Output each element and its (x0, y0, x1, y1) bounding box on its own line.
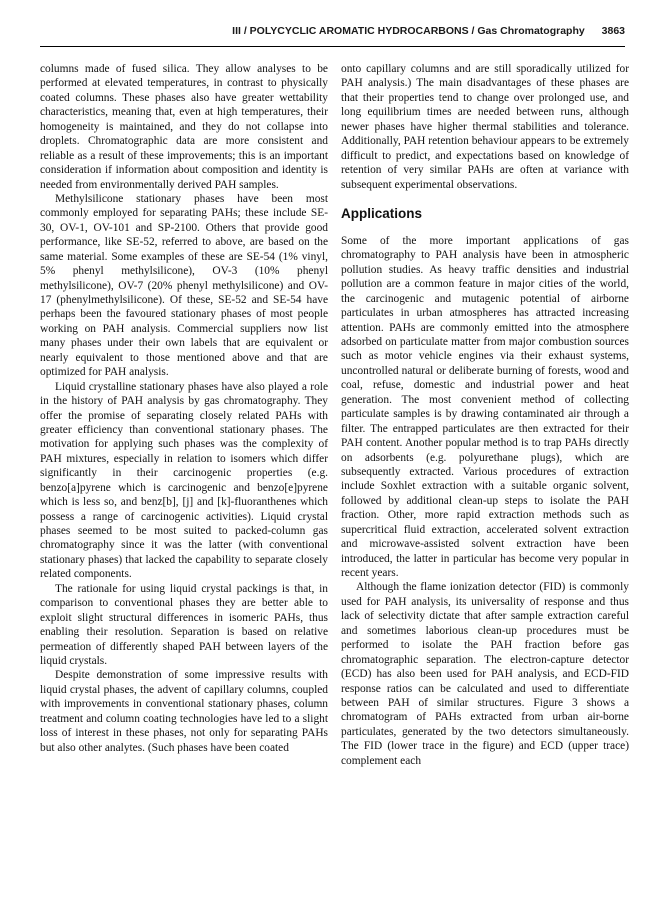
header-rule (40, 46, 625, 47)
paragraph: Although the flame ionization detector (FID) is commonly used for PAH analysis, its universality of response and thus lack of selectivity dictate that after sample extraction careful and sometimes laborious clean-up procedures must be performed to isolate the PAH fraction before gas chromatographic separation. The electron-capture detector (ECD) has also been used for PAH analysis, and ECD-FID response ratios can be calculated and used to differentiate between PAH of similar structures. Figure 3 shows a chromatogram of PAHs extracted from urban air-borne particulates, generated by the two detectors simultaneously. The FID (lower trace in the figure) and ECD (upper trace) complement each (341, 581, 629, 767)
right-column (341, 62, 629, 768)
paragraph: onto capillary columns and are still sporadically utilized for PAH analysis.) The main disadvantages of these phases are that their properties tend to change over prolonged use, and long equilibrium times are needed between runs, although newer phases have higher thermal stabilities and tolerance. Additionally, PAH retention behaviour appears to be extremely difficult to predict, and expectations based on knowledge of retention of very similar PAHs are often at variance with subsequent experimental observations. (341, 63, 629, 191)
paragraph: Liquid crystalline stationary phases have also played a role in the history of PAH analysis by gas chromatography. They offer the promise of separating closely related PAHs with greater efficiency than conventional stationary phases. The motivation for applying such phases was the complexity of PAH mixtures, especially in relation to isomers which differ significantly in their carcinogenic properties (e.g. benzo[a]pyrene which is carcinogenic and benzo[e]pyrene which is less so, and benz[b], [j] and [k]-fluoranthenes which possess a range of carcinogenic activities). Liquid crystal phases seemed to be most suited to packed-column gas chromatography since it was the latter (with conventional stationary phases) that lacked the capability to separate closely related components. (40, 380, 328, 581)
paragraph: Despite demonstration of some impressive results with liquid crystal phases, the advent of capillary columns, coupled with improvements in conventional stationary phases, column treatment and column coating technologies have led to a slight loss of interest in these phases, not only for separating PAHs but also other analytes. (Such phases have been coated (40, 669, 328, 754)
paragraph: Methylsilicone stationary phases have been most commonly employed for separating PAHs; these include SE-30, OV-1, OV-101 and SP-2100. Others that provide good performance, like SE-52, referred to above, are based on the same material. Some examples of these are SE-54 (1% vinyl, 5% phenyl methylsilicone), OV-3 (10% phenyl methylsilicone), OV-7 (20% phenyl methylsilicone) and OV-17 (phenylmethylsilicone). Of these, SE-52 and SE-54 have perhaps been the favoured stationary phases of most people working on PAH analysis. Commercial suppliers now list many phases under their own labels that are equivalent or nearly equivalent to those mentioned above and that are optimized for PAH analysis. (40, 192, 328, 379)
running-title: III / POLYCYCLIC AROMATIC HYDROCARBONS / Gas Chromatography (232, 25, 585, 37)
page-number: 3863 (601, 25, 625, 37)
paragraph: columns made of fused silica. They allow analyses to be performed at elevated temperatures, in contrast to physically coated columns. These phases also have greater wettability characteristics, meaning that, even at high temperatures, their homogeneity is maintained, and they do not collapse into droplets. Chromatographic data are more consistent and reliable as a result of these improvements; this is an important consideration if information about composition and identity is needed from environmentally derived PAH samples. (40, 63, 328, 191)
running-header (40, 25, 625, 43)
paragraph: The rationale for using liquid crystal packings is that, in comparison to conventional phases they are better able to exploit slight structural differences in isomeric PAHs, thus enabling their resolution. Separation is based on relative permeation of differently shaped PAH between layers of the liquid crystals. (40, 582, 328, 667)
left-column (40, 62, 328, 755)
section-heading: Applications (341, 205, 423, 221)
paragraph: Some of the more important applications of gas chromatography to PAH analysis have been in atmospheric pollution studies. As heavy traffic densities and industrial pollution are a common feature in major cities of the world, the carcinogenic and mutagenic potential of airborne particulates in urban atmospheres has attracted increasing attention. PAHs are commonly emitted into the atmosphere adsorbed on particulate matter from major combustion sources such as motor vehicle engines via their exhaust systems, uncontrolled natural or deliberate burning of forests, wood and coal, refuse, domestic and industrial power and heat generation. The most convenient method of collecting particulate samples is by drawing contaminated air through a filter. The entrapped particulates are then extracted for their PAH content. Another popular method is to trap PAHs directly on adsorbents (e.g. polyurethane plugs), which are subsequently extracted. Various procedures of extraction include Soxhlet extraction with a suitable organic solvent, followed by additional clean-up steps to isolate the PAH fraction. Other, more rapid extraction methods such as supercritical fluid extraction, accelerated solvent extraction and microwave-assisted solvent extraction have been introduced, the latter in particular has become very popular in recent years. (341, 234, 629, 579)
